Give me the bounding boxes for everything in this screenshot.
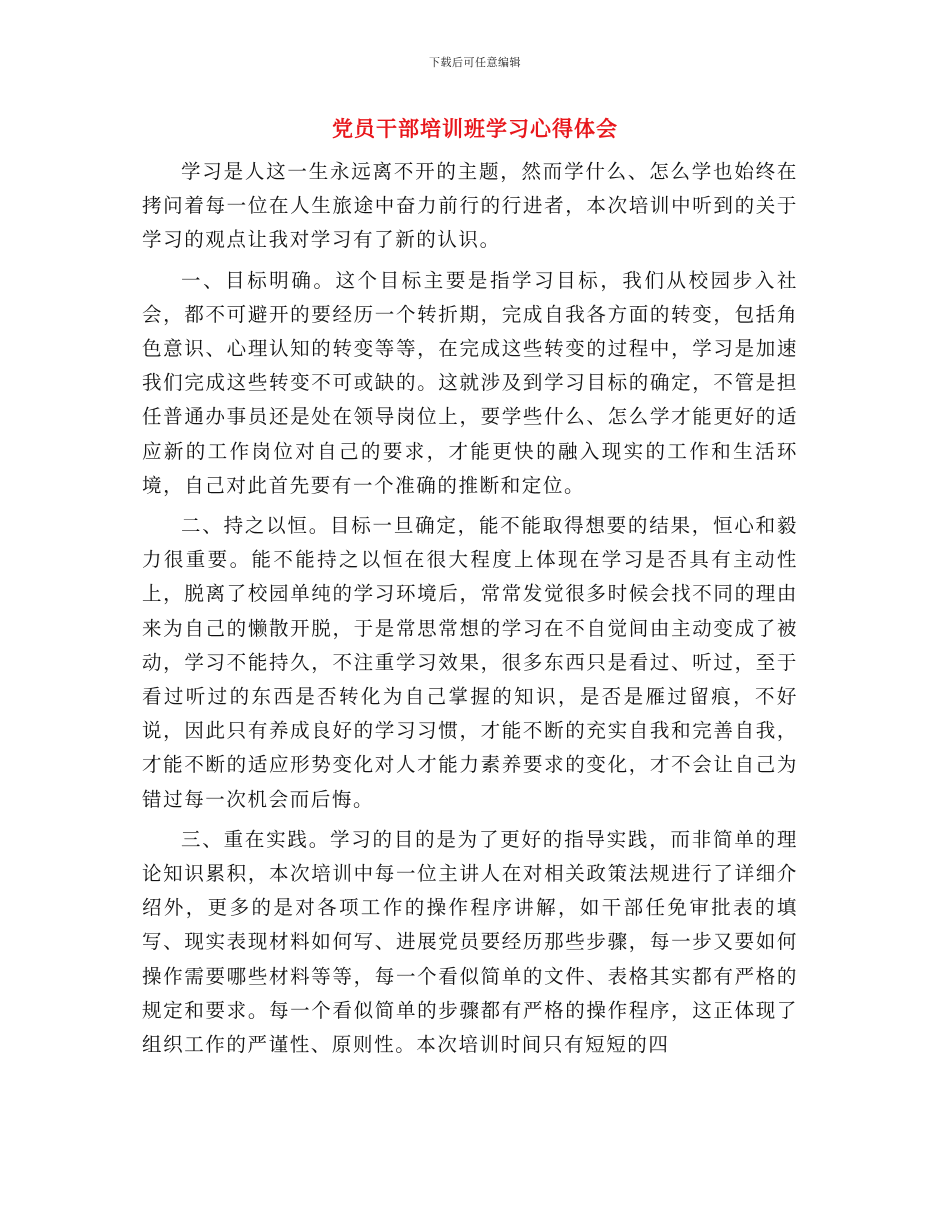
document-title: 党员干部培训班学习心得体会 bbox=[332, 116, 618, 141]
paragraph-practice: 三、重在实践。学习的目的是为了更好的指导实践，而非简单的理论知识累积，本次培训中每一位主讲人在对相关政策法规进行了详细介绍外，更多的是对各项工作的操作程序讲解，如干部任免审批表的填写、现实表现材料如何写、进展党员要经历那些步骤，每一步又要如何操作需要哪些材料等等，每一个看似简单的文件、表格其实都有严格的规定和要求。每一个看似简单的步骤都有严格的操作程序，这正体现了组织工作的严谨性、原则性。本次培训时间只有短短的四 bbox=[142, 827, 798, 1057]
header-note: 下载后可任意编辑 bbox=[429, 56, 521, 69]
paragraph-goal: 一、目标明确。这个目标主要是指学习目标，我们从校园步入社会，都不可避开的要经历一个转折期，完成自我各方面的转变，包括角色意识、心理认知的转变等等，在完成这些转变的过程中，学习是加速我们完成这些转变不可或缺的。这就涉及到学习目标的确定，不管是担任普通办事员还是处在领导岗位上，要学些什么、怎么学才能更好的适应新的工作岗位对自己的要求，才能更快的融入现实的工作和生活环境，自己对此首先要有一个准确的推断和定位。 bbox=[142, 268, 798, 497]
paragraph-persistence: 二、持之以恒。目标一旦确定，能不能取得想要的结果，恒心和毅力很重要。能不能持之以恒在很大程度上体现在学习是否具有主动性上，脱离了校园单纯的学习环境后，常常发觉很多时候会找不同的理由来为自己的懒散开脱，于是常思常想的学习在不自觉间由主动变成了被动，学习不能持久，不注重学习效果，很多东西只是看过、听过，至于看过听过的东西是否转化为自己掌握的知识，是否是雁过留痕，不好说，因此只有养成良好的学习习惯，才能不断的充实自我和完善自我，才能不断的适应形势变化对人才能力素养要求的变化，才不会让自己为错过每一次机会而后悔。 bbox=[142, 514, 798, 811]
paragraph-intro: 学习是人这一生永远离不开的主题，然而学什么、怎么学也始终在拷问着每一位在人生旅途中奋力前行的行进者，本次培训中听到的关于学习的观点让我对学习有了新的认识。 bbox=[142, 160, 798, 252]
document-body bbox=[142, 155, 798, 1068]
